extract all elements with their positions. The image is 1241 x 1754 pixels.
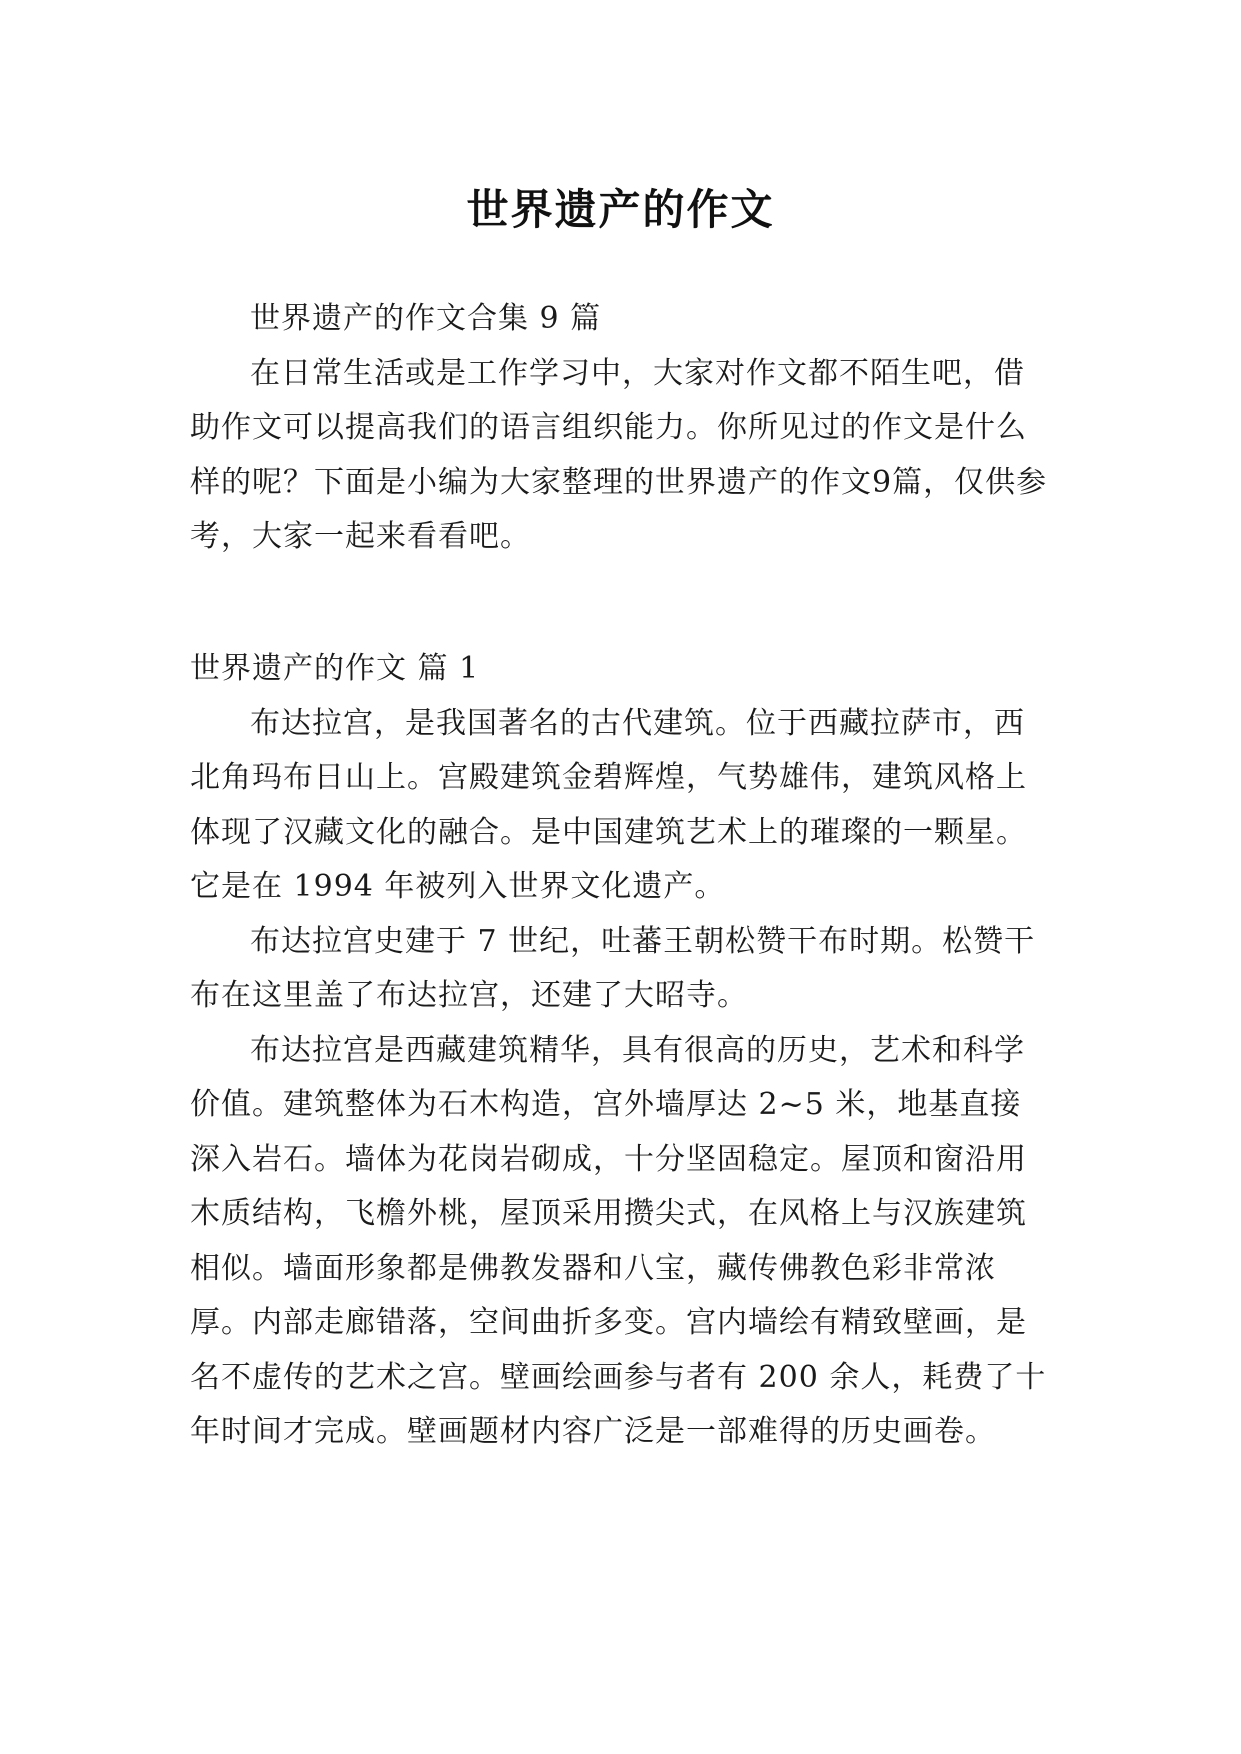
essay-section-1	[190, 642, 1050, 1460]
document-title: 世界遗产的作文	[466, 185, 775, 235]
intro-block	[190, 292, 1050, 565]
section-paragraph: 布达拉宫是西藏建筑精华，具有很高的历史，艺术和科学价值。建筑整体为石木构造，宫外墙厚达 2~5 米，地基直接深入岩石。墙体为花岗岩砌成，十分坚固稳定。屋顶和窗沿用木质结构，飞檐外桃，屋顶采用攒尖式，在风格上与汉族建筑相似。墙面形象都是佛教发器和八宝，藏传佛教色彩非常浓厚。内部走廊错落，空间曲折多变。宫内墙绘有精致壁画，是名不虚传的艺术之宫。壁画绘画参与者有 200 余人，耗费了十年时间才完成。壁画题材内容广泛是一部难得的历史画卷。	[190, 1032, 1047, 1449]
section-heading: 世界遗产的作文 篇 1	[190, 651, 480, 686]
section-paragraph: 布达拉宫史建于 7 世纪，吐蕃王朝松赞干布时期。松赞干布在这里盖了布达拉宫，还建了大昭寺。	[190, 923, 1036, 1013]
intro-paragraph: 在日常生活或是工作学习中，大家对作文都不陌生吧，借助作文可以提高我们的语言组织能力。你所见过的作文是什么样的呢？下面是小编为大家整理的世界遗产的作文9篇，仅供参考，大家一起来看看吧。	[190, 355, 1048, 554]
section-paragraph: 布达拉宫，是我国著名的古代建筑。位于西藏拉萨市，西北角玛布日山上。宫殿建筑金碧辉煌，气势雄伟，建筑风格上体现了汉藏文化的融合。是中国建筑艺术上的璀璨的一颗星。它是在 1994 年被列入世界文化遗产。	[190, 705, 1027, 904]
intro-subtitle: 世界遗产的作文合集 9 篇	[250, 301, 602, 336]
